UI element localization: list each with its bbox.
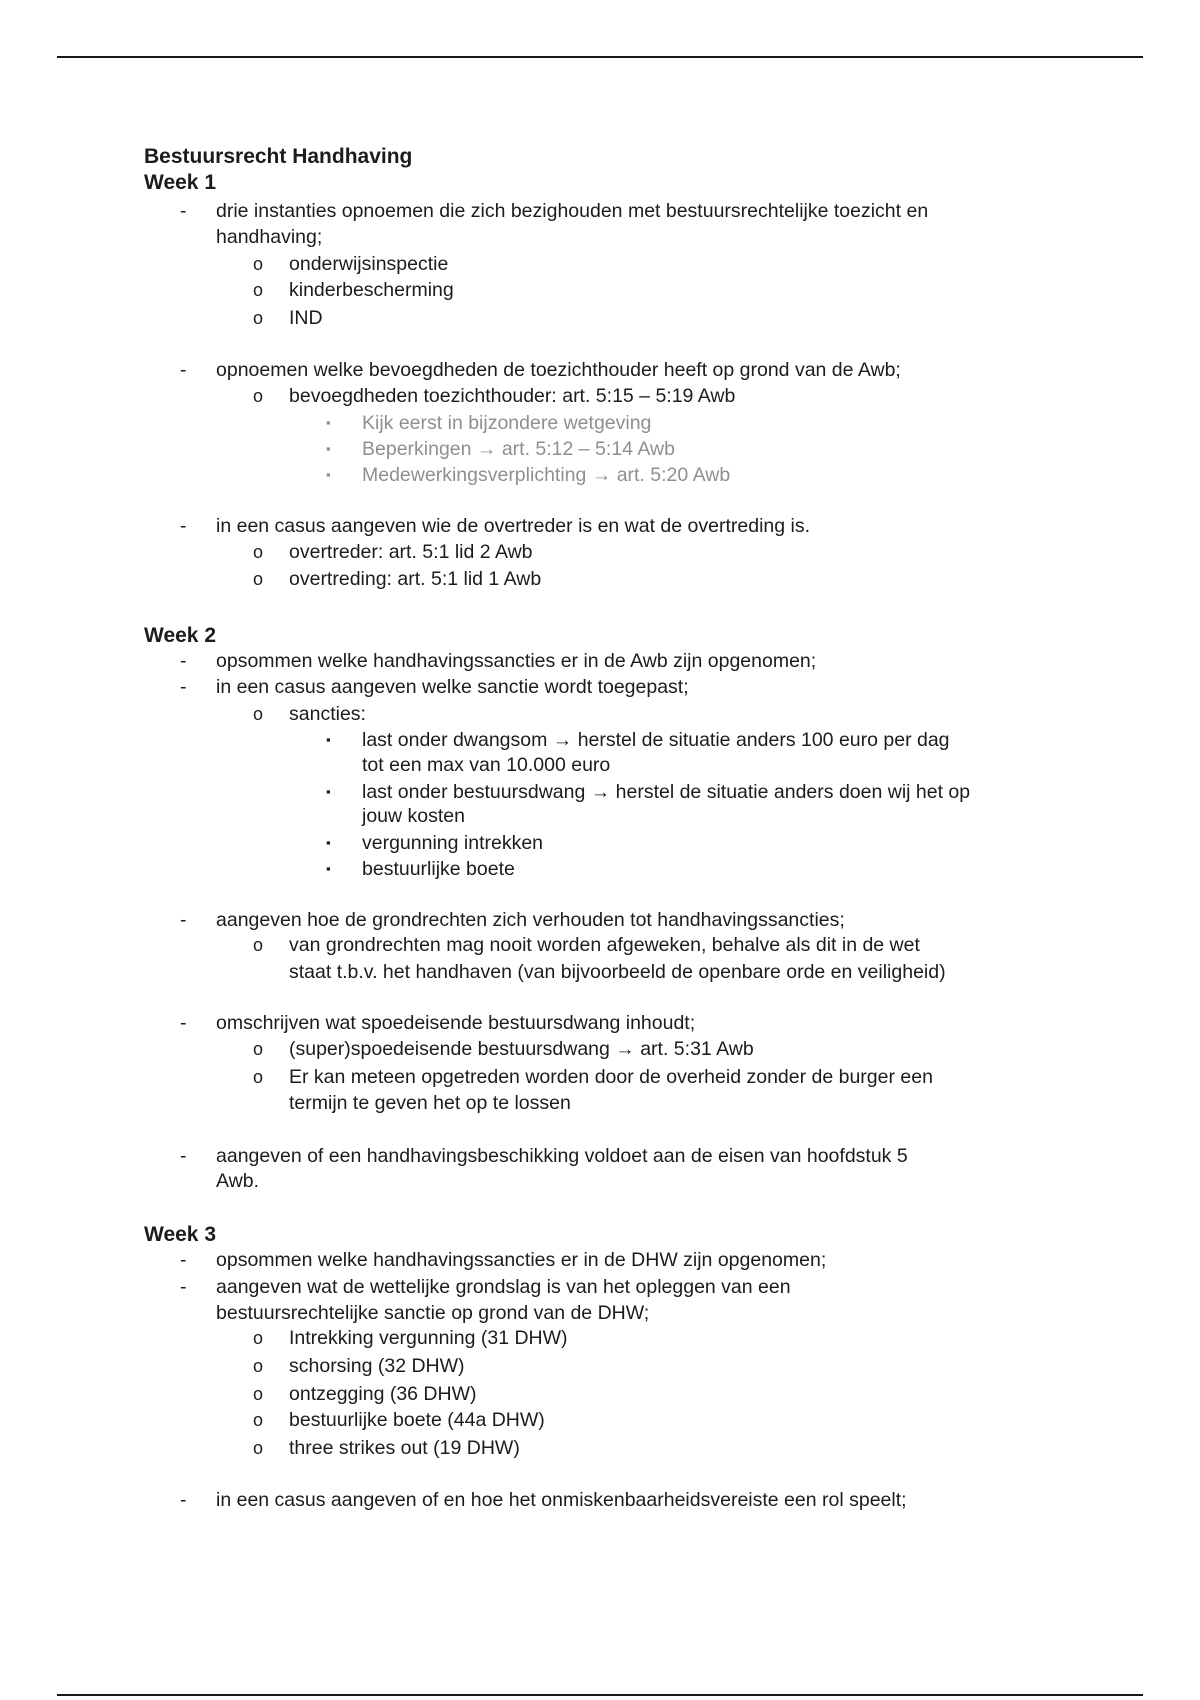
list-item: opsommen welke handhavingssancties er in de DHW zijn opgenomen;	[216, 1249, 827, 1271]
sub-list-item-continuation: staat t.b.v. het handhaven (van bijvoorbeeld de openbare orde en veiligheid)	[289, 961, 946, 983]
dash-bullet: -	[180, 1489, 187, 1511]
sub-sub-list-item: last onder bestuursdwang → herstel de situatie anders doen wij het op	[362, 781, 971, 803]
dash-bullet: -	[180, 200, 187, 222]
sub-sub-list-item: last onder dwangsom → herstel de situatie anders 100 euro per dag	[362, 729, 950, 751]
circle-bullet: o	[253, 386, 264, 406]
list-item: drie instanties opnoemen die zich bezighouden met bestuursrechtelijke toezicht en	[216, 200, 929, 222]
sub-list-item: three strikes out (19 DHW)	[289, 1437, 520, 1459]
circle-bullet: o	[253, 1410, 264, 1430]
dash-bullet: -	[180, 650, 187, 672]
dash-bullet: -	[180, 676, 187, 698]
circle-bullet: o	[253, 1067, 264, 1087]
sub-list-item: bevoegdheden toezichthouder: art. 5:15 – 5:19 Awb	[289, 385, 736, 407]
circle-bullet: o	[253, 1356, 264, 1376]
dash-bullet: -	[180, 909, 187, 931]
sub-list-item: overtreding: art. 5:1 lid 1 Awb	[289, 568, 542, 590]
week-3-heading: Week 3	[144, 1223, 216, 1246]
circle-bullet: o	[253, 254, 264, 274]
dash-bullet: -	[180, 1276, 187, 1298]
sub-sub-list-item: Beperkingen → art. 5:12 – 5:14 Awb	[362, 438, 675, 460]
list-item: aangeven wat de wettelijke grondslag is van het opleggen van een	[216, 1276, 791, 1298]
list-item: aangeven hoe de grondrechten zich verhouden tot handhavingssancties;	[216, 909, 845, 931]
sub-sub-list-item: vergunning intrekken	[362, 832, 544, 854]
sub-list-item: van grondrechten mag nooit worden afgeweken, behalve als dit in de wet	[289, 934, 920, 956]
dash-bullet: -	[180, 1145, 187, 1167]
sub-list-item: schorsing (32 DHW)	[289, 1355, 465, 1377]
circle-bullet: o	[253, 1328, 264, 1348]
circle-bullet: o	[253, 1039, 264, 1059]
square-bullet: ▪	[326, 835, 331, 850]
square-bullet: ▪	[326, 415, 331, 430]
circle-bullet: o	[253, 1384, 264, 1404]
square-bullet: ▪	[326, 467, 331, 482]
dash-bullet: -	[180, 515, 187, 537]
list-item: aangeven of een handhavingsbeschikking voldoet aan de eisen van hoofdstuk 5	[216, 1145, 908, 1167]
week-2-heading: Week 2	[144, 624, 216, 647]
circle-bullet: o	[253, 704, 264, 724]
sub-list-item: sancties:	[289, 703, 366, 725]
sub-list-item-continuation: termijn te geven het op te lossen	[289, 1092, 571, 1114]
square-bullet: ▪	[326, 861, 331, 876]
list-item: in een casus aangeven wie de overtreder is en wat de overtreding is.	[216, 515, 811, 537]
sub-sub-list-item-continuation: tot een max van 10.000 euro	[362, 754, 611, 776]
circle-bullet: o	[253, 308, 264, 328]
circle-bullet: o	[253, 569, 264, 589]
sub-list-item: IND	[289, 307, 323, 329]
square-bullet: ▪	[326, 784, 331, 799]
sub-list-item: kinderbescherming	[289, 279, 454, 301]
sub-list-item: ontzegging (36 DHW)	[289, 1383, 477, 1405]
dash-bullet: -	[180, 359, 187, 381]
sub-sub-list-item: Kijk eerst in bijzondere wetgeving	[362, 412, 652, 434]
sub-sub-list-item: Medewerkingsverplichting → art. 5:20 Awb	[362, 464, 731, 486]
circle-bullet: o	[253, 280, 264, 300]
document-title: Bestuursrecht Handhaving	[144, 145, 413, 168]
sub-list-item: bestuurlijke boete (44a DHW)	[289, 1409, 545, 1431]
list-item-continuation: bestuursrechtelijke sanctie op grond van de DHW;	[216, 1302, 650, 1324]
week-1-heading: Week 1	[144, 171, 216, 194]
circle-bullet: o	[253, 935, 264, 955]
square-bullet: ▪	[326, 732, 331, 747]
sub-list-item: Er kan meteen opgetreden worden door de overheid zonder de burger een	[289, 1066, 933, 1088]
sub-list-item: (super)spoedeisende bestuursdwang → art. 5:31 Awb	[289, 1038, 754, 1060]
square-bullet: ▪	[326, 441, 331, 456]
list-item-continuation: handhaving;	[216, 226, 323, 248]
circle-bullet: o	[253, 1438, 264, 1458]
list-item: opsommen welke handhavingssancties er in de Awb zijn opgenomen;	[216, 650, 817, 672]
dash-bullet: -	[180, 1012, 187, 1034]
dash-bullet: -	[180, 1249, 187, 1271]
list-item: in een casus aangeven welke sanctie wordt toegepast;	[216, 676, 689, 698]
list-item: opnoemen welke bevoegdheden de toezichthouder heeft op grond van de Awb;	[216, 359, 901, 381]
list-item: in een casus aangeven of en hoe het onmiskenbaarheidsvereiste een rol speelt;	[216, 1489, 907, 1511]
footer-rule	[57, 1694, 1143, 1696]
sub-sub-list-item-continuation: jouw kosten	[362, 805, 465, 827]
list-item: omschrijven wat spoedeisende bestuursdwang inhoudt;	[216, 1012, 696, 1034]
sub-list-item: overtreder: art. 5:1 lid 2 Awb	[289, 541, 533, 563]
list-item-continuation: Awb.	[216, 1170, 259, 1192]
header-rule	[57, 56, 1143, 58]
sub-list-item: Intrekking vergunning (31 DHW)	[289, 1327, 568, 1349]
sub-list-item: onderwijsinspectie	[289, 253, 449, 275]
sub-sub-list-item: bestuurlijke boete	[362, 858, 515, 880]
circle-bullet: o	[253, 542, 264, 562]
